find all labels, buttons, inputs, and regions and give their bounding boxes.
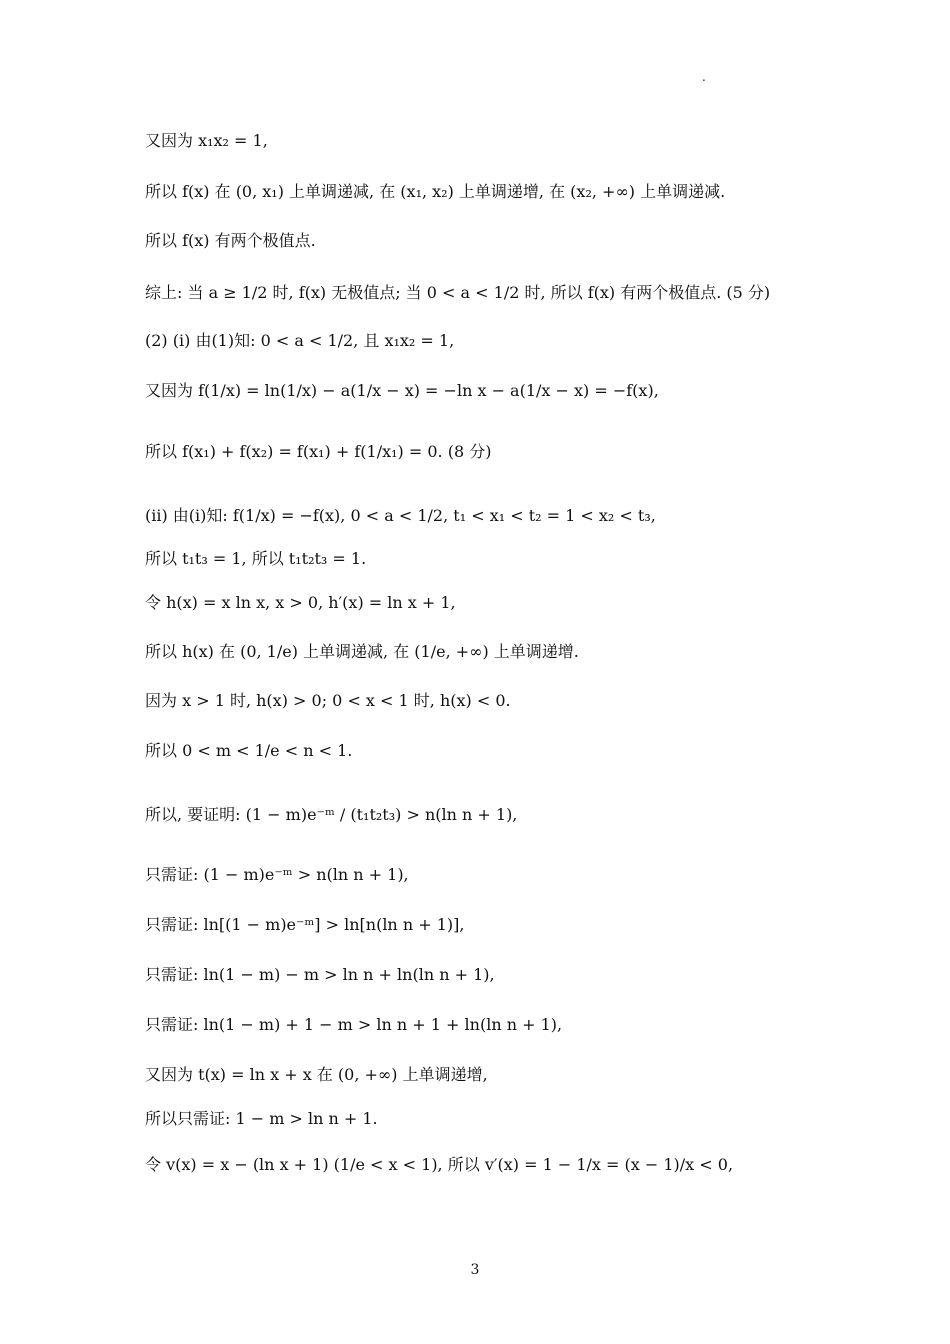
text-line: 因为 x > 1 时, h(x) > 0; 0 < x < 1 时, h(x) < 0. xyxy=(145,691,511,710)
text-line: 所以 0 < m < 1/e < n < 1. xyxy=(145,741,353,760)
text-line: 令 h(x) = x ln x, x > 0, h′(x) = ln x + 1, xyxy=(145,593,456,612)
text-line: 令 v(x) = x − (ln x + 1) (1/e < x < 1), 所以 v′(x) = 1 − 1/x = (x − 1)/x < 0, xyxy=(145,1155,734,1174)
text-line: 只需证: ln[(1 − m)e⁻ᵐ] > ln[n(ln n + 1)], xyxy=(145,915,465,934)
text-line: 只需证: ln(1 − m) − m > ln n + ln(ln n + 1), xyxy=(145,965,495,984)
text-line: (2) (i) 由(1)知: 0 < a < 1/2, 且 x₁x₂ = 1, xyxy=(145,331,455,350)
page-number: 3 xyxy=(470,1262,480,1278)
header-mark: . xyxy=(702,70,706,84)
text-line: 所以, 要证明: (1 − m)e⁻ᵐ / (t₁t₂t₃) > n(ln n + 1), xyxy=(145,805,518,824)
text-line: 所以 f(x) 有两个极值点. xyxy=(145,231,316,250)
text-line: 只需证: (1 − m)e⁻ᵐ > n(ln n + 1), xyxy=(145,865,409,884)
text-line: 所以 f(x) 在 (0, x₁) 上单调递减, 在 (x₁, x₂) 上单调递增, 在 (x₂, +∞) 上单调递减. xyxy=(145,182,726,201)
text-line: 所以 f(x₁) + f(x₂) = f(x₁) + f(1/x₁) = 0. (8 分) xyxy=(145,442,492,461)
text-line: 所以只需证: 1 − m > ln n + 1. xyxy=(145,1109,378,1128)
text-line: 又因为 x₁x₂ = 1, xyxy=(145,131,268,150)
text-line: 只需证: ln(1 − m) + 1 − m > ln n + 1 + ln(ln n + 1), xyxy=(145,1015,563,1034)
text-line: 所以 t₁t₃ = 1, 所以 t₁t₂t₃ = 1. xyxy=(145,549,367,568)
text-line: 综上: 当 a ≥ 1/2 时, f(x) 无极值点; 当 0 < a < 1/2 时, 所以 f(x) 有两个极值点. (5 分) xyxy=(145,283,771,302)
text-line: (ii) 由(i)知: f(1/x) = −f(x), 0 < a < 1/2, t₁ < x₁ < t₂ = 1 < x₂ < t₃, xyxy=(145,506,656,525)
text-line: 又因为 f(1/x) = ln(1/x) − a(1/x − x) = −ln x − a(1/x − x) = −f(x), xyxy=(145,381,659,400)
text-line: 所以 h(x) 在 (0, 1/e) 上单调递减, 在 (1/e, +∞) 上单调递增. xyxy=(145,642,579,661)
text-line: 又因为 t(x) = ln x + x 在 (0, +∞) 上单调递增, xyxy=(145,1065,488,1084)
